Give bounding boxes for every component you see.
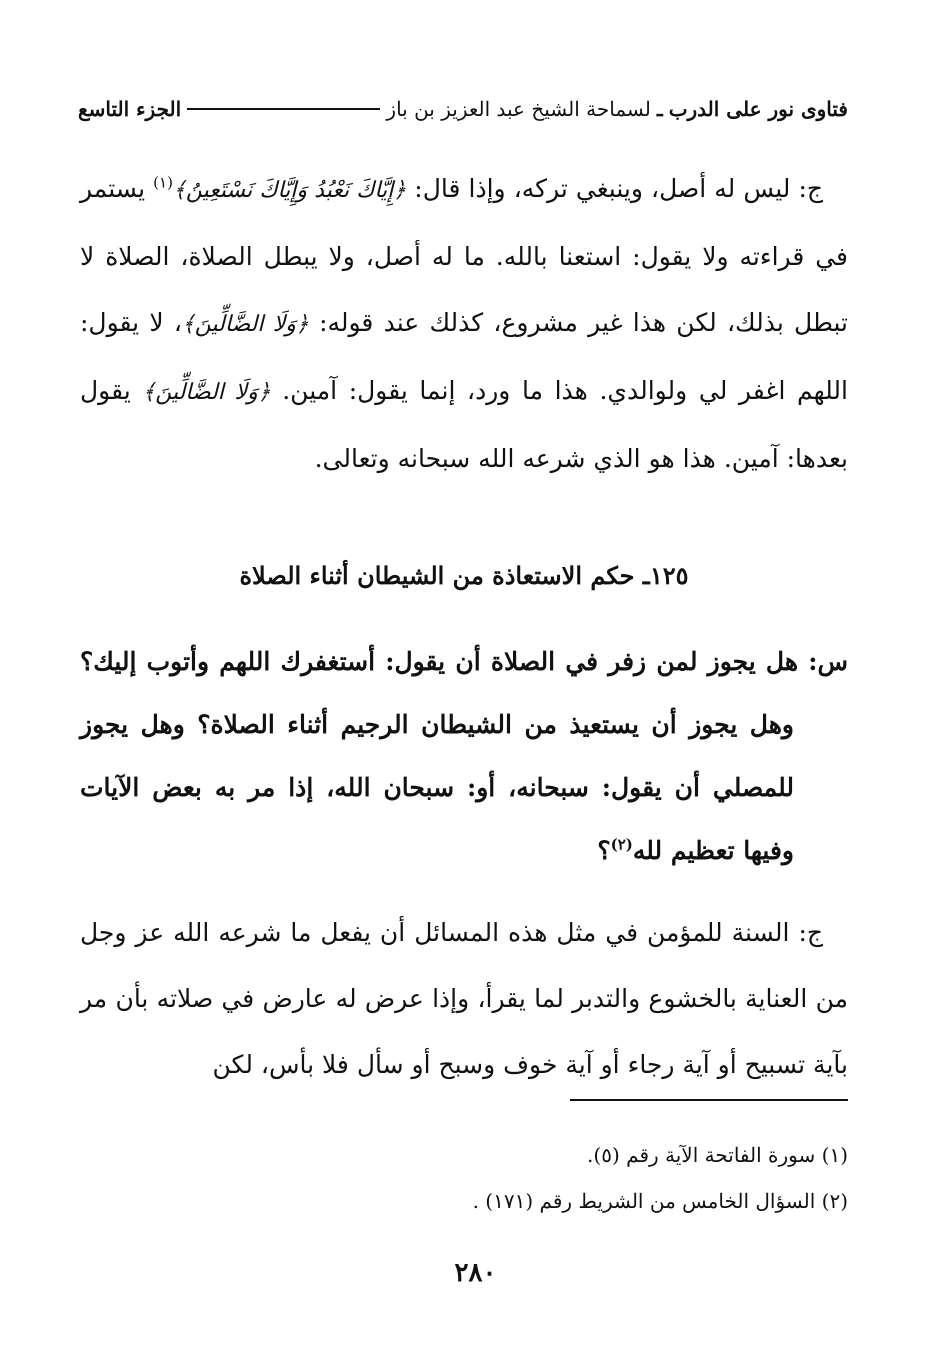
answer-text: يقول بعدها: آمين. هذا هو الذي شرعه الله سبحانه وتعالى. (80, 376, 848, 473)
footnote-reference: (١) (153, 173, 173, 192)
book-title: فتاوى نور على الدرب (668, 97, 848, 121)
answer-text: ، لا يقول: اللهم اغفر لي ولوالدي. هذا ما ورد، إنما يقول: آمين. (80, 308, 848, 405)
author-name: لسماحة الشيخ عبد العزيز بن باز (386, 97, 651, 121)
footnote-reference: (٢) (610, 835, 633, 854)
section-heading: ١٢٥ـ حكم الاستعاذة من الشيطان أثناء الصلاة (239, 561, 689, 590)
footnote: (١) سورة الفاتحة الآية رقم (٥). (587, 1143, 848, 1167)
quran-verse: ﴿وَلَا الضَّالِّينَ﴾ (181, 312, 309, 337)
footnote: (٢) السؤال الخامس من الشريط رقم (١٧١) . (472, 1189, 848, 1213)
answer-lead: ج: ليس له أصل، وينبغي تركه، وإذا قال: (414, 174, 824, 203)
footnote-divider (570, 1099, 848, 1101)
header-separator: ـ (656, 97, 663, 121)
volume-label: الجزء التاسع (78, 97, 182, 121)
question-end: ؟ (597, 836, 611, 865)
quran-verse: ﴿وَلَا الضَّالِّينَ﴾ (142, 380, 271, 405)
answer-continued-paragraph (80, 156, 848, 492)
answer-paragraph (80, 900, 848, 1098)
answer-continued (80, 156, 848, 492)
footnotes (80, 1132, 848, 1224)
page-number: ٢٨٠ (454, 1258, 497, 1288)
question-text: س: هل يجوز لمن زفر في الصلاة أن يقول: أستغفرك اللهم وأتوب إليك؟ وهل يجوز أن يستعيذ من الشيطان الرجيم أثناء الصلاة؟ وهل يجوز للمصلي أن يقول: سبحانه، أو: سبحان الله، إذا مر به بعض الآيات وفيها تعظيم لله (80, 647, 848, 865)
header-rule (187, 108, 380, 110)
answer-text: يستمر في قراءته ولا يقول: استعنا بالله. ما له أصل، ولا يبطل الصلاة، الصلاة لا تبطل بذلك، لكن هذا غير مشروع، كذلك عند قوله: (80, 174, 849, 337)
answer-text: ج: السنة للمؤمن في مثل هذه المسائل أن يفعل ما شرعه الله عز وجل من العناية بالخشوع والتدبر لما يقرأ، وإذا عرض له عارض في صلاته بأن مر بآية تسبيح أو آية رجاء أو آية خوف وسبح أو سأل فلا بأس، لكن (80, 918, 848, 1079)
running-header (78, 92, 848, 126)
quran-verse: ﴿إِيَّاكَ نَعْبُدُ وَإِيَّاكَ نَسْتَعِينُ﴾ (172, 178, 407, 203)
question-paragraph (80, 630, 848, 882)
